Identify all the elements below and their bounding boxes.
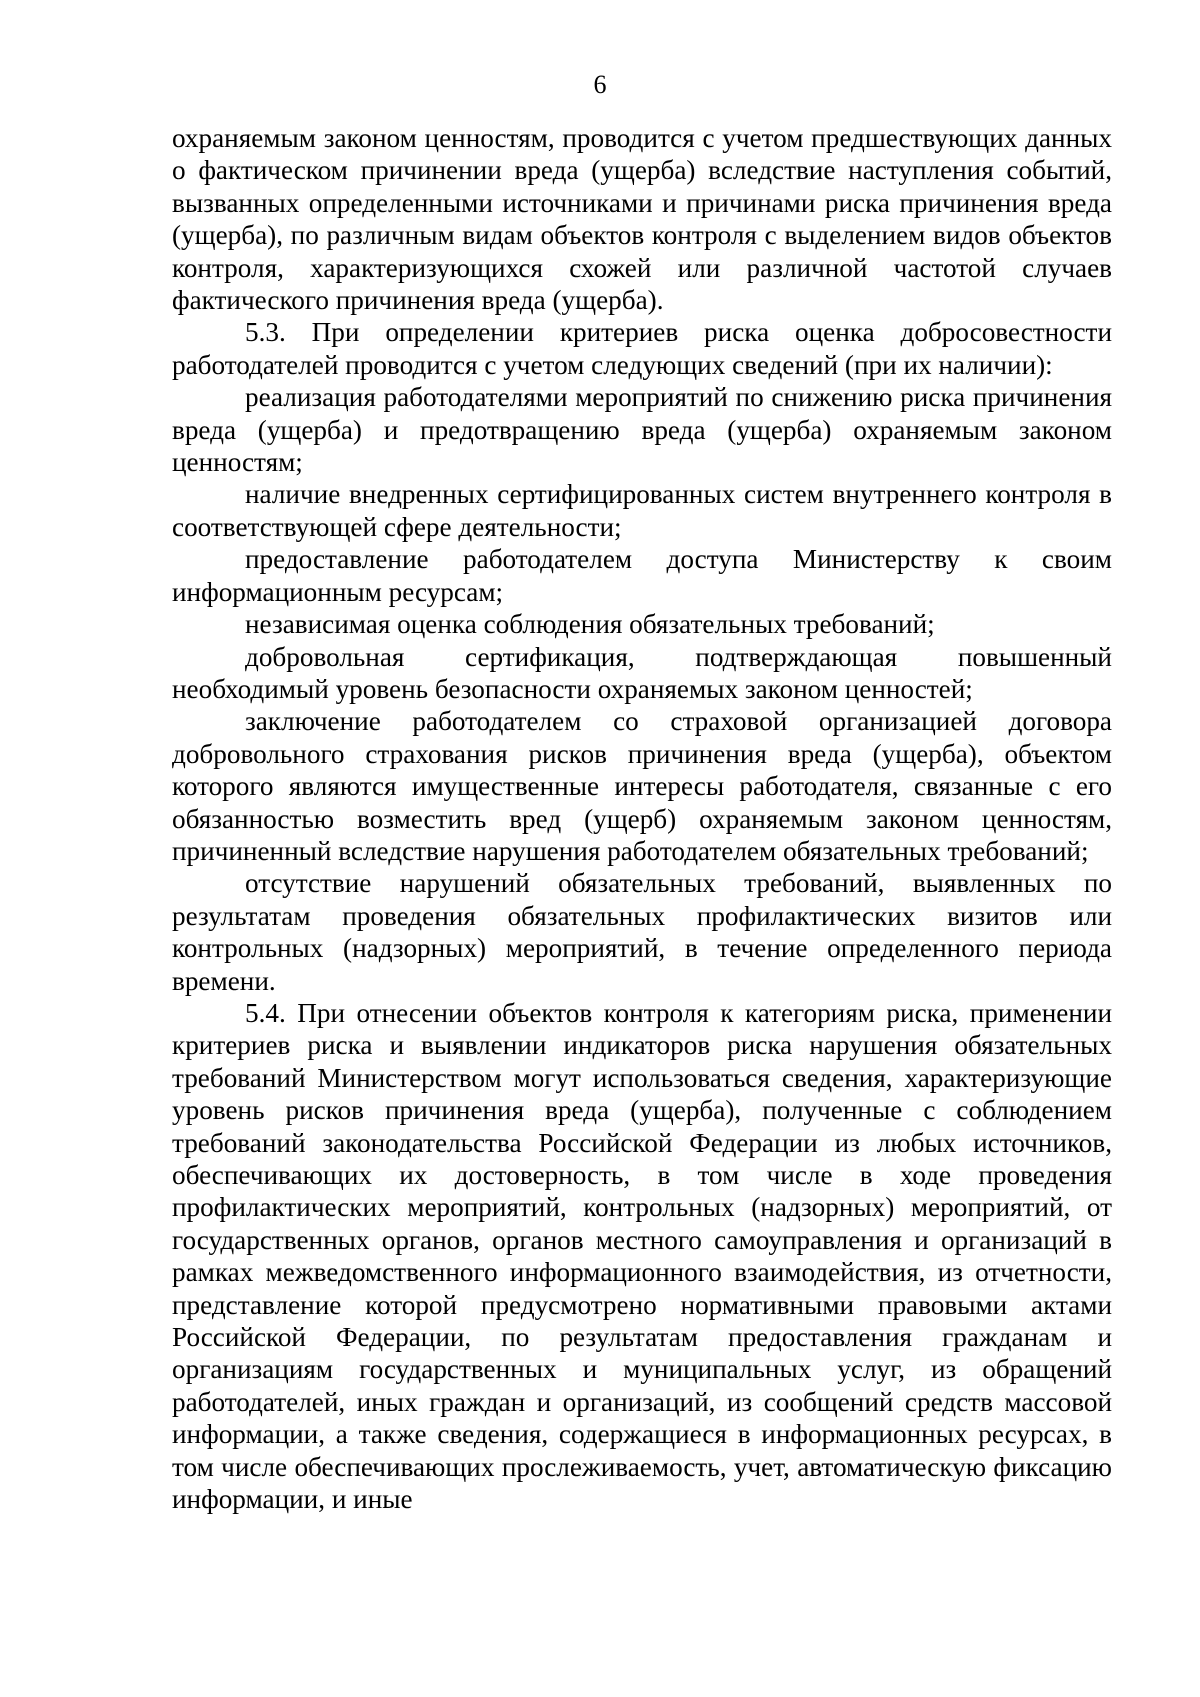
- list-item-independent-assessment: независимая оценка соблюдения обязательных требований;: [245, 609, 935, 640]
- list-item-no-violations: отсутствие нарушений обязательных требований, выявленных по результатам проведения обязательных профилактических визитов или контрольных (надзорных) мероприятий, в течение определенного периода времени.: [172, 868, 1112, 996]
- paragraph-continuation: охраняемым законом ценностям, проводится с учетом предшествующих данных о фактическом причинении вреда (ущерба) вследствие наступления событий, вызванных определенными источниками и причинами риска причинения вреда (ущерба), по различным видам объектов контроля с выделением видов объектов контроля, характеризующихся схожей или различной частотой случаев фактического причинения вреда (ущерба).: [172, 123, 1112, 316]
- list-item-internal-control: наличие внедренных сертифицированных систем внутреннего контроля в соответствующей сфере деятельности;: [172, 479, 1112, 542]
- page-number: 6: [593, 70, 607, 99]
- paragraph-5-4: 5.4. При отнесении объектов контроля к категориям риска, применении критериев риска и выявлении индикаторов риска нарушения обязательных требований Министерством могут использоваться сведения, характеризующие уровень рисков причинения вреда (ущерба), полученные с соблюдением требований законодательства Российской Федерации из любых источников, обеспечивающих их достоверность, в том числе в ходе проведения профилактических мероприятий, контрольных (надзорных) мероприятий, от государственных органов, органов местного самоуправления и организаций в рамках межведомственного информационного взаимодействия, из отчетности, представление которой предусмотрено нормативными правовыми актами Российской Федерации, по результатам предоставления гражданам и организациям государственных и муниципальных услуг, из обращений работодателей, иных граждан и организаций, из сообщений средств массовой информации, а также сведения, содержащиеся в информационных ресурсах, в том числе обеспечивающих прослеживаемость, учет, автоматическую фиксацию информации, и иные: [172, 997, 1112, 1515]
- document-body: [172, 122, 1112, 1515]
- paragraph-5-3: 5.3. При определении критериев риска оценка добросовестности работодателей проводится с учетом следующих сведений (при их наличии):: [172, 317, 1112, 380]
- list-item-resource-access: предоставление работодателем доступа Министерству к своим информационным ресурсам;: [172, 544, 1112, 607]
- list-item-risk-reduction: реализация работодателями мероприятий по снижению риска причинения вреда (ущерба) и предотвращению вреда (ущерба) охраняемым законом ценностям;: [172, 382, 1112, 478]
- list-item-insurance-contract: заключение работодателем со страховой организацией договора добровольного страхования рисков причинения вреда (ущерба), объектом которого являются имущественные интересы работодателя, связанные с его обязанностью возместить вред (ущерб) охраняемым законом ценностям, причиненный вследствие нарушения работодателем обязательных требований;: [172, 706, 1112, 866]
- list-item-voluntary-certification: добровольная сертификация, подтверждающая повышенный необходимый уровень безопасности охраняемых законом ценностей;: [172, 641, 1112, 704]
